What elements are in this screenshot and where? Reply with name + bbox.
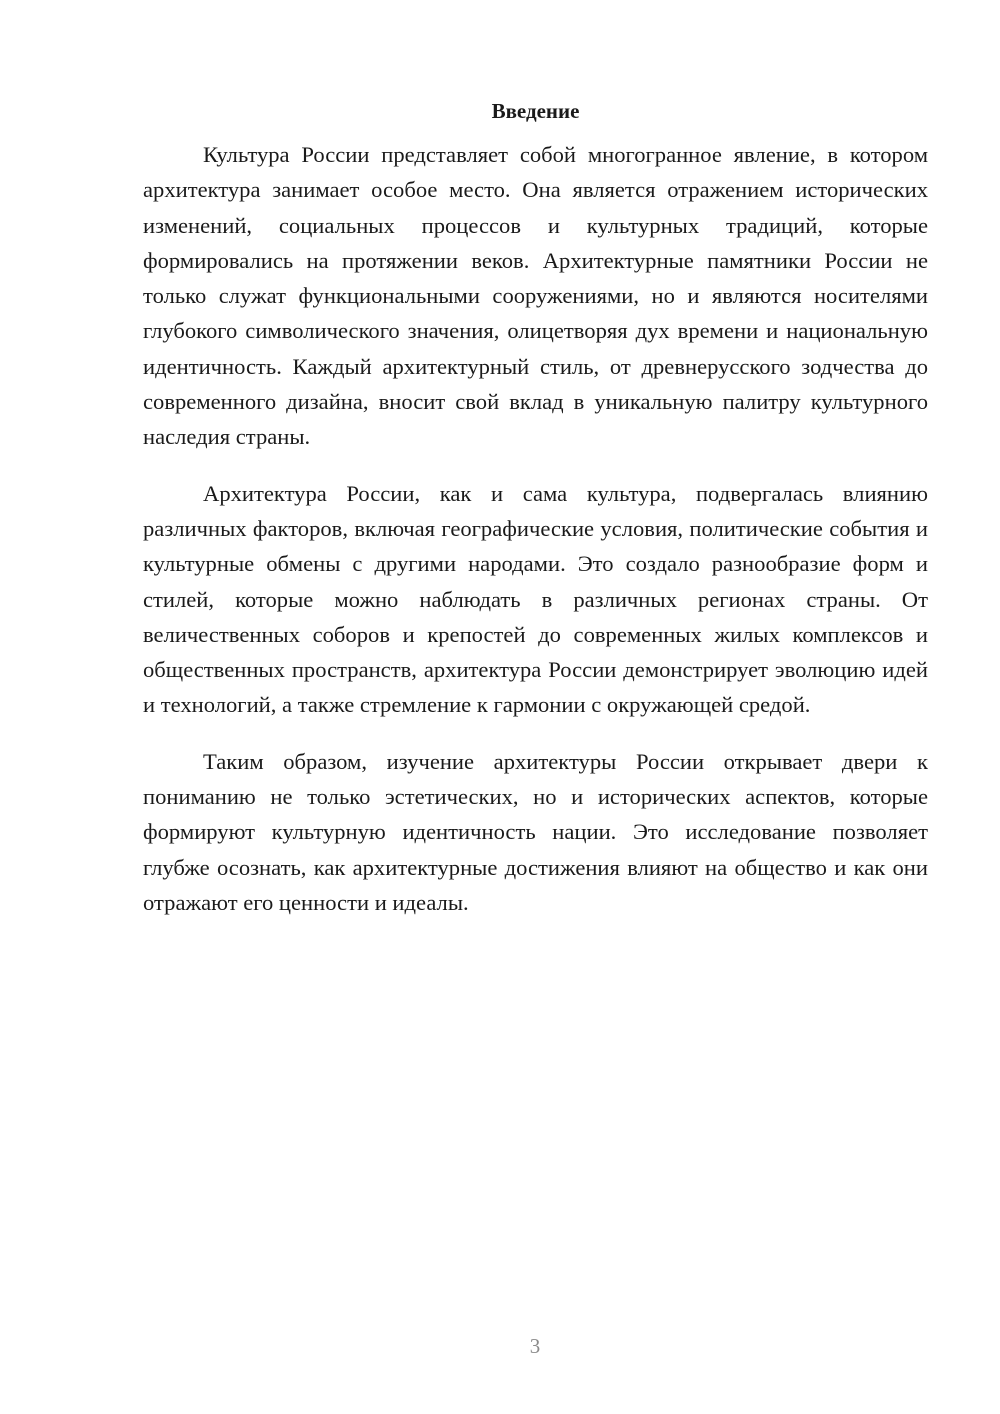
page-content xyxy=(143,96,928,941)
section-title: Введение xyxy=(491,99,580,123)
paragraph-3: Таким образом, изучение архитектуры России открывает двери к пониманию не только эстетических, но и исторических аспектов, которые формируют культурную идентичность нации. Это исследование позволяет глубже осознать, как архитектурные достижения влияют на общество и как они отражают его ценности и идеалы. xyxy=(143,748,928,915)
paragraph-1: Культура России представляет собой многогранное явление, в котором архитектура занимает особое место. Она является отражением исторических изменений, социальных процессов и культурных традиций, которые формировались на протяжении веков. Архитектурные памятники России не только служат функциональными сооружениями, но и являются носителями глубокого символического значения, олицетворяя дух времени и национальную идентичность. Каждый архитектурный стиль, от древнерусского зодчества до современного дизайна, вносит свой вклад в уникальную палитру культурного наследия страны. xyxy=(143,142,928,450)
page-number: 3 xyxy=(529,1334,541,1358)
paragraph-2: Архитектура России, как и сама культура, подвергалась влиянию различных факторов, включая географические условия, политические события и культурные обмены с другими народами. Это создало разнообразие форм и стилей, которые можно наблюдать в различных регионах страны. От величественных соборов и крепостей до современных жилых комплексов и общественных пространств, архитектура России демонстрирует эволюцию идей и технологий, а также стремление к гармонии с окружающей средой. xyxy=(143,480,928,718)
